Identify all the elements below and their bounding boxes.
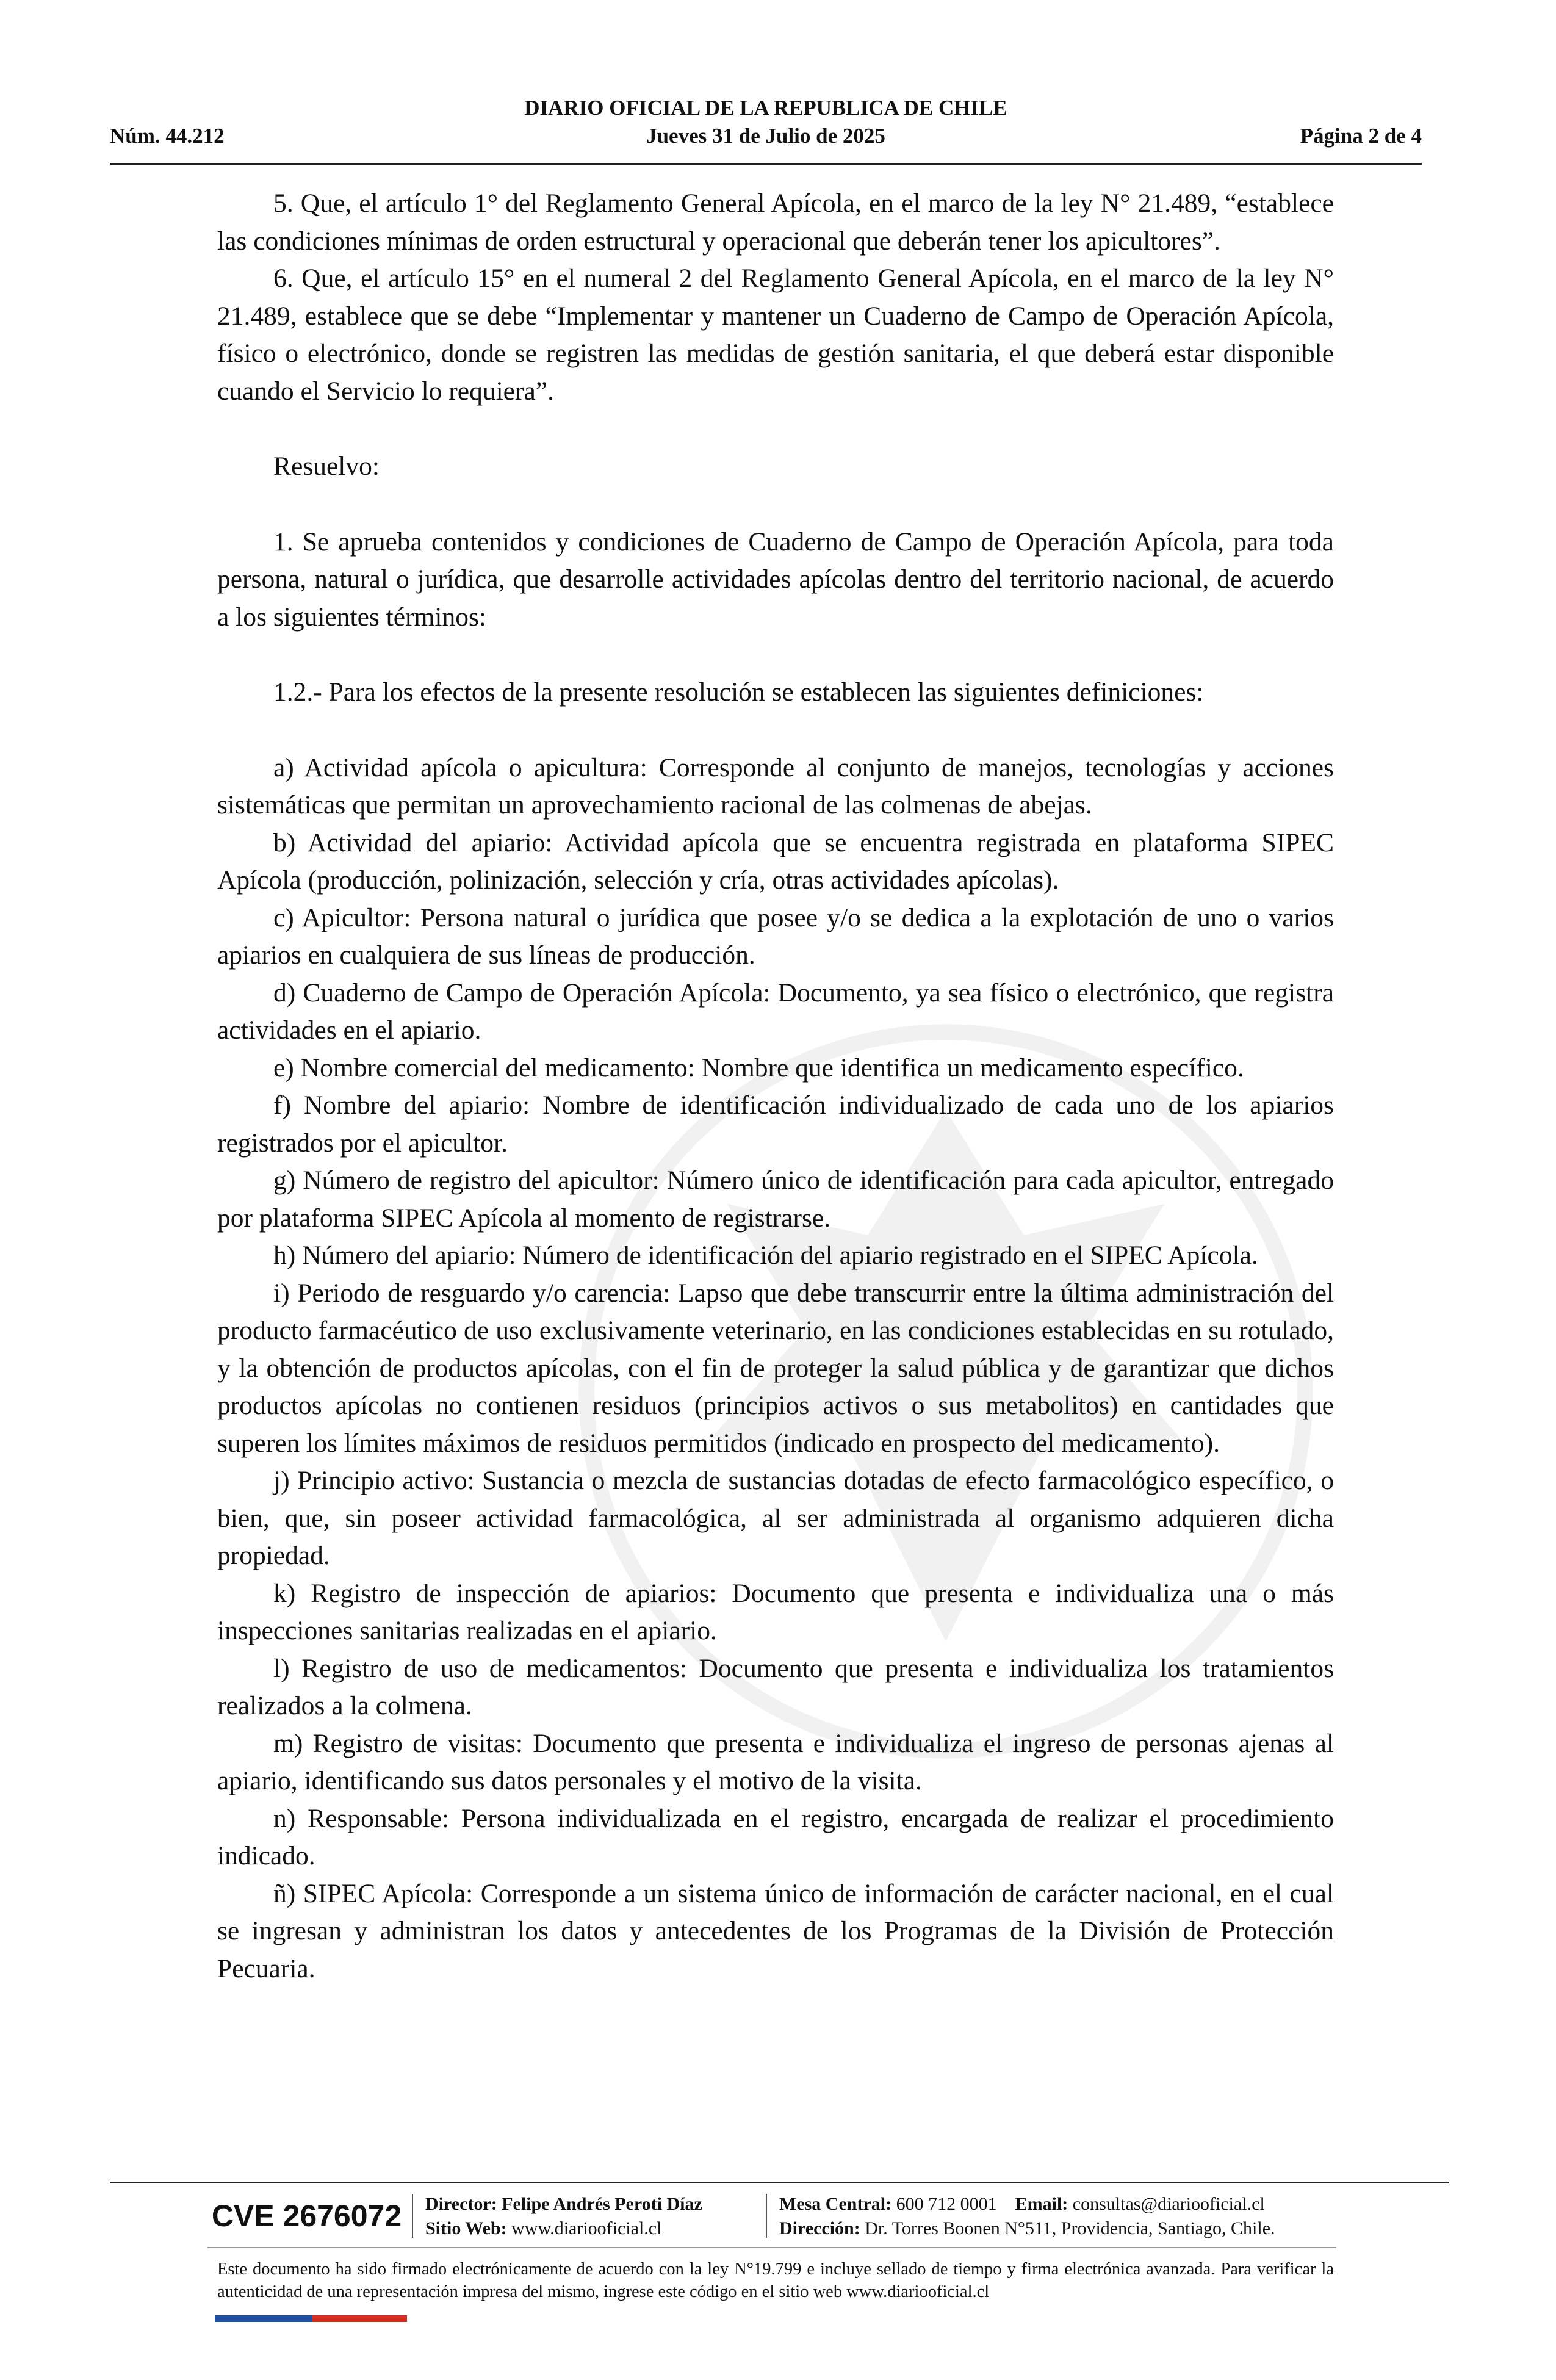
- flag-stripe-red: [312, 2315, 407, 2322]
- definition-c: c) Apicultor: Persona natural o jurídica que posee y/o se dedica a la explotación de uno o varios apiarios en cualquiera de sus líneas de producción.: [217, 903, 1334, 970]
- address-line: Dirección: Dr. Torres Boonen N°511, Providencia, Santiago, Chile.: [779, 2218, 1275, 2238]
- footer-thin-rule: [207, 2247, 1336, 2248]
- signature-disclaimer: Este documento ha sido firmado electrónicamente de acuerdo con la ley N°19.799 e incluye sellado de tiempo y firma electrónica avanzada. Para verificar la autenticidad de una representación impresa del mismo, ingrese este código en el sitio web www.diariooficial.cl: [217, 2260, 1334, 2301]
- flag-stripe-blue: [215, 2315, 312, 2322]
- definition-k: k) Registro de inspección de apiarios: Documento que presenta e individualiza una o más inspecciones sanitarias realizadas en el apiario.: [217, 1578, 1334, 1645]
- resuelvo-heading: Resuelvo:: [273, 452, 380, 481]
- definition-m: m) Registro de visitas: Documento que presenta e individualiza el ingreso de personas ajenas al apiario, identificando sus datos personales y el motivo de la visita.: [217, 1728, 1334, 1795]
- contact-line: Mesa Central: 600 712 0001 Email: consultas@diariooficial.cl: [779, 2194, 1265, 2214]
- newspaper-title: DIARIO OFICIAL DE LA REPUBLICA DE CHILE: [524, 96, 1007, 120]
- footer-divider: [766, 2194, 767, 2238]
- website-link[interactable]: www.diariooficial.cl: [511, 2218, 662, 2238]
- definition-enye: ñ) SIPEC Apícola: Corresponde a un sistema único de información de carácter nacional, en el cual se ingresan y administran los datos y antecedentes de los Programas de la División de Protección Pecuaria.: [217, 1878, 1334, 1983]
- definition-l: l) Registro de uso de medicamentos: Documento que presenta e individualiza los tratamientos realizados a la colmena.: [217, 1653, 1334, 1720]
- page-header: [110, 95, 1422, 165]
- definition-e: e) Nombre comercial del medicamento: Nombre que identifica un medicamento específico.: [273, 1053, 1244, 1083]
- issue-date: Jueves 31 de Julio de 2025: [646, 124, 885, 148]
- footer-rule: [110, 2182, 1449, 2183]
- definition-d: d) Cuaderno de Campo de Operación Apícola: Documento, ya sea físico o electrónico, que registra actividades en el apiario.: [217, 978, 1334, 1045]
- definition-b: b) Actividad del apiario: Actividad apícola que se encuentra registrada en plataforma SIPEC Apícola (producción, polinización, selección y cría, otras actividades apícolas).: [217, 828, 1334, 895]
- website-line: Sitio Web: www.diariooficial.cl: [425, 2218, 662, 2238]
- considerando-5: 5. Que, el artículo 1° del Reglamento General Apícola, en el marco de la ley N° 21.489, “establece las condiciones mínimas de orden estructural y operacional que deberán tener los apicultores”.: [217, 189, 1334, 256]
- document-body: [217, 185, 1334, 1988]
- definition-g: g) Número de registro del apicultor: Número único de identificación para cada apicultor, entregado por plataforma SIPEC Apícola al momento de registrarse.: [217, 1166, 1334, 1233]
- definition-i: i) Periodo de resguardo y/o carencia: Lapso que debe transcurrir entre la última administración del producto farmacéutico de uso exclusivamente veterinario, en las condiciones establecidas en su rotulado, y la obtención de productos apícolas, con el fin de proteger la salud pública y de garantizar que dichos productos apícolas no contienen residuos (principios activos o sus metabolitos) en cantidades que superen los límites máximos de residuos permitidos (indicado en prospecto del medicamento).: [217, 1278, 1334, 1458]
- email-link[interactable]: consultas@diariooficial.cl: [1072, 2194, 1265, 2214]
- definition-n: n) Responsable: Persona individualizada en el registro, encargada de realizar el procedimiento indicado.: [217, 1803, 1334, 1870]
- definition-h: h) Número del apiario: Número de identificación del apiario registrado en el SIPEC Apícola.: [273, 1241, 1258, 1270]
- definition-f: f) Nombre del apiario: Nombre de identificación individualizado de cada uno de los apiarios registrados por el apicultor.: [217, 1091, 1334, 1158]
- director-line: Director: Felipe Andrés Peroti Díaz: [425, 2194, 702, 2214]
- considerando-6: 6. Que, el artículo 15° en el numeral 2 del Reglamento General Apícola, en el marco de la ley N° 21.489, establece que se debe “Implementar y mantener un Cuaderno de Campo de Operación Apícola, físico o electrónico, donde se registren las medidas de gestión sanitaria, el que deberá estar disponible cuando el Servicio lo requiera”.: [217, 264, 1334, 406]
- resolution-item-1-2: 1.2.- Para los efectos de la presente resolución se establecen las siguientes definiciones:: [273, 677, 1204, 707]
- definition-a: a) Actividad apícola o apicultura: Corresponde al conjunto de manejos, tecnologías y acciones sistemáticas que permitan un aprovechamiento racional de las colmenas de abejas.: [217, 752, 1334, 820]
- issue-number: Núm. 44.212: [110, 124, 225, 148]
- definition-j: j) Principio activo: Sustancia o mezcla de sustancias dotadas de efecto farmacológico específico, o bien, que, sin poseer actividad farmacológica, al ser administrada al organismo adquieren dicha propiedad.: [217, 1466, 1334, 1570]
- page-number: Página 2 de 4: [1300, 124, 1422, 148]
- footer-divider: [412, 2194, 413, 2238]
- resolution-item-1: 1. Se aprueba contenidos y condiciones de Cuaderno de Campo de Operación Apícola, para toda persona, natural o jurídica, que desarrolle actividades apícolas dentro del territorio nacional, de acuerdo a los siguientes términos:: [217, 527, 1334, 632]
- cve-code: CVE 2676072: [211, 2199, 402, 2233]
